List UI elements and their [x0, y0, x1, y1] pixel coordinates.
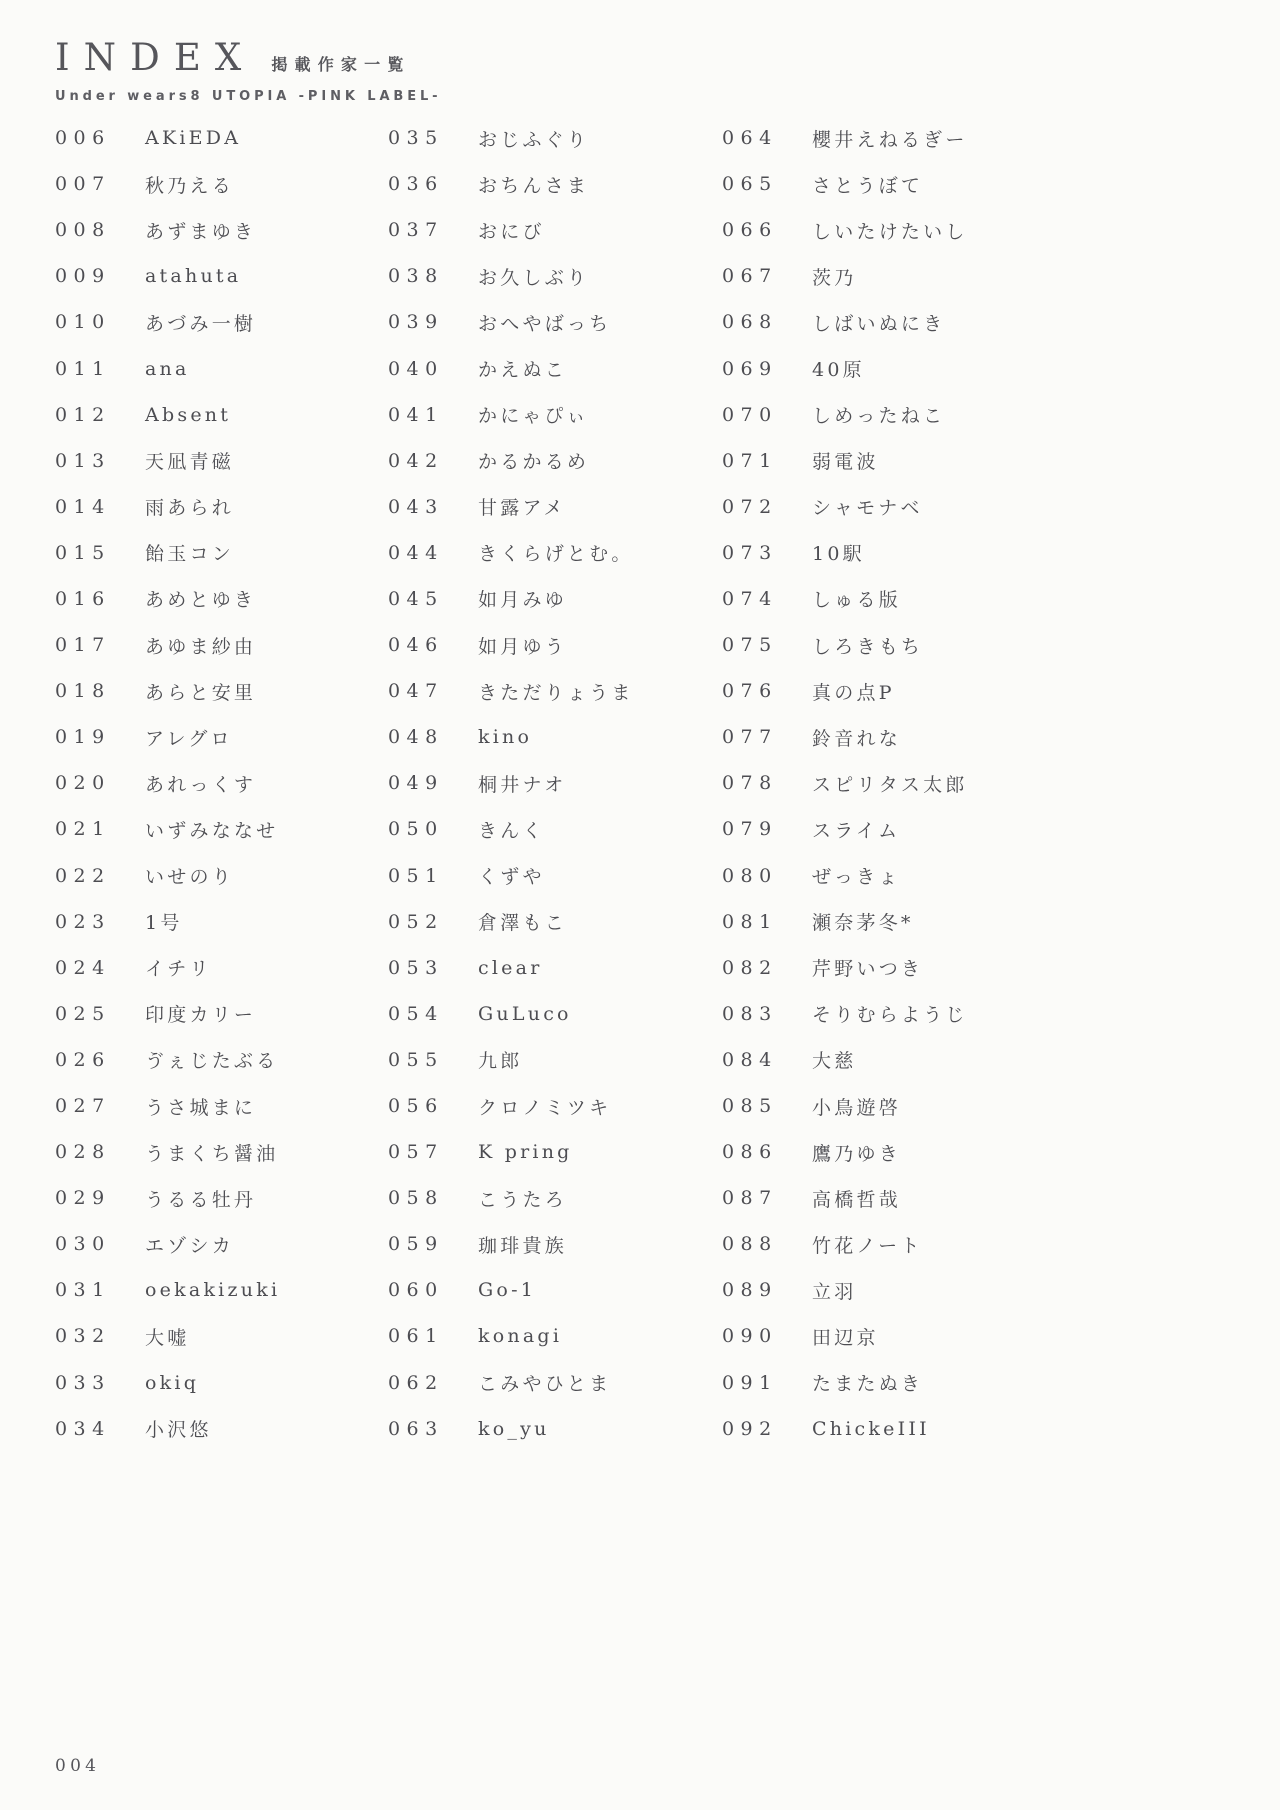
entry-artist-name: かにゃぴぃ	[478, 405, 589, 428]
entry-page-number: 011	[55, 357, 111, 380]
index-entry-row	[388, 991, 634, 1037]
entry-page-number: 007	[55, 173, 111, 196]
entry-page-number: 052	[388, 910, 444, 933]
index-entry-row	[722, 1360, 968, 1406]
index-entry-row	[55, 1267, 280, 1313]
entry-artist-name: 大慈	[812, 1050, 857, 1073]
entry-artist-name: きただりょうま	[478, 681, 634, 704]
index-entry-row	[55, 622, 280, 668]
header-title-line	[55, 36, 441, 79]
entry-artist-name: 甘露アメ	[478, 497, 566, 520]
entry-page-number: 092	[722, 1417, 778, 1440]
index-entry-row	[388, 299, 634, 345]
entry-artist-name: しろきもち	[812, 635, 924, 658]
entry-page-number: 051	[388, 864, 444, 887]
index-entry-row	[388, 668, 634, 714]
index-entry-row	[722, 115, 968, 161]
entry-page-number: 090	[722, 1325, 778, 1348]
entry-page-number: 070	[722, 403, 778, 426]
entry-artist-name: かえぬこ	[478, 359, 567, 382]
entry-page-number: 013	[55, 449, 111, 472]
entry-artist-name: 大嘘	[145, 1326, 190, 1349]
entry-artist-name: 珈琲貴族	[478, 1234, 567, 1257]
index-entry-row	[388, 1313, 634, 1359]
entry-artist-name: 弱電波	[812, 451, 879, 474]
entry-artist-name: おへやばっち	[478, 312, 612, 335]
entry-artist-name: あれっくす	[145, 773, 257, 796]
entry-artist-name: いずみななせ	[145, 819, 279, 842]
index-entry-row	[55, 115, 280, 161]
entry-artist-name: 鈴音れな	[812, 727, 901, 750]
index-entry-row	[55, 1313, 280, 1359]
entry-page-number: 060	[388, 1279, 444, 1302]
index-entry-row	[722, 1083, 968, 1129]
entry-artist-name: あめとゆき	[145, 589, 257, 612]
index-entry-row	[55, 1175, 280, 1221]
entry-artist-name: GuLuco	[478, 1002, 572, 1025]
index-entry-row	[388, 576, 634, 622]
index-entry-row	[388, 392, 634, 438]
index-entry-row	[722, 1221, 968, 1267]
index-entry-row	[388, 1037, 634, 1083]
index-entry-row	[722, 1406, 968, 1452]
entry-artist-name: しゅる版	[812, 589, 901, 612]
entry-page-number: 027	[55, 1095, 111, 1118]
entry-artist-name: konagi	[478, 1325, 563, 1348]
entry-page-number: 085	[722, 1095, 778, 1118]
index-entry-row	[722, 207, 968, 253]
entry-page-number: 045	[388, 587, 444, 610]
entry-artist-name: 立羽	[812, 1280, 857, 1303]
entry-artist-name: 秋乃える	[145, 174, 234, 197]
entry-page-number: 037	[388, 219, 444, 242]
entry-page-number: 082	[722, 956, 778, 979]
entry-page-number: 021	[55, 818, 111, 841]
index-entry-row	[722, 1037, 968, 1083]
book-subtitle: Under wears8 UTOPIA -PINK LABEL-	[55, 89, 442, 104]
entry-page-number: 049	[388, 772, 444, 795]
index-entry-row	[722, 899, 968, 945]
index-entry-row	[55, 1037, 280, 1083]
entry-page-number: 033	[55, 1371, 111, 1394]
index-entry-row	[388, 1267, 634, 1313]
entry-artist-name: おじふぐり	[478, 128, 590, 151]
entry-page-number: 044	[388, 541, 444, 564]
index-entry-row	[55, 438, 280, 484]
index-entry-row	[55, 530, 280, 576]
entry-artist-name: oekakizuki	[145, 1279, 281, 1302]
index-entry-row	[388, 161, 634, 207]
entry-artist-name: クロノミツキ	[478, 1096, 612, 1119]
entry-page-number: 086	[722, 1141, 778, 1164]
entry-page-number: 034	[55, 1417, 111, 1440]
index-entry-row	[55, 345, 280, 391]
entry-artist-name: あゆま紗由	[145, 635, 257, 658]
index-entry-row	[55, 1221, 280, 1267]
index-entry-row	[388, 1360, 634, 1406]
index-entry-row	[388, 899, 634, 945]
index-entry-row	[55, 853, 280, 899]
page-title-japanese: 掲載作家一覧	[271, 55, 411, 74]
entry-page-number: 028	[55, 1141, 111, 1164]
entry-page-number: 026	[55, 1048, 111, 1071]
entry-artist-name: clear	[478, 956, 543, 979]
entry-page-number: 053	[388, 956, 444, 979]
entry-page-number: 062	[388, 1371, 444, 1394]
entry-page-number: 029	[55, 1187, 111, 1210]
index-entry-row	[722, 530, 968, 576]
entry-artist-name: 如月みゆ	[478, 589, 567, 612]
entry-artist-name: かるかるめ	[478, 451, 590, 474]
entry-page-number: 018	[55, 680, 111, 703]
index-entry-row	[722, 991, 968, 1037]
entry-page-number: 064	[722, 127, 778, 150]
entry-page-number: 014	[55, 495, 111, 518]
entry-artist-name: こうたろ	[478, 1188, 567, 1211]
index-entry-row	[722, 576, 968, 622]
entry-page-number: 032	[55, 1325, 111, 1348]
entry-artist-name: うるる牡丹	[145, 1188, 257, 1211]
index-entry-row	[722, 1267, 968, 1313]
entry-artist-name: 九郎	[478, 1050, 523, 1073]
entry-page-number: 019	[55, 726, 111, 749]
entry-artist-name: 天凪青磁	[145, 451, 234, 474]
entry-page-number: 067	[722, 265, 778, 288]
entry-page-number: 068	[722, 311, 778, 334]
index-column-1	[55, 115, 280, 1452]
entry-page-number: 088	[722, 1233, 778, 1256]
index-entry-row	[388, 115, 634, 161]
entry-artist-name: Go-1	[478, 1279, 537, 1302]
index-entry-row	[55, 668, 280, 714]
entry-page-number: 073	[722, 541, 778, 564]
entry-page-number: 081	[722, 910, 778, 933]
entry-page-number: 055	[388, 1048, 444, 1071]
entry-page-number: 010	[55, 311, 111, 334]
entry-artist-name: 印度カリー	[145, 1004, 257, 1027]
entry-page-number: 080	[722, 864, 778, 887]
entry-page-number: 041	[388, 403, 444, 426]
entry-page-number: 039	[388, 311, 444, 334]
index-entry-row	[388, 853, 634, 899]
entry-page-number: 078	[722, 772, 778, 795]
entry-artist-name: AKiEDA	[145, 127, 242, 150]
entry-page-number: 077	[722, 726, 778, 749]
entry-artist-name: おにび	[478, 220, 545, 243]
entry-page-number: 008	[55, 219, 111, 242]
entry-page-number: 016	[55, 587, 111, 610]
index-entry-row	[722, 622, 968, 668]
entry-page-number: 069	[722, 357, 778, 380]
entry-page-number: 061	[388, 1325, 444, 1348]
entry-artist-name: 雨あられ	[145, 497, 234, 520]
entry-page-number: 024	[55, 956, 111, 979]
entry-page-number: 048	[388, 726, 444, 749]
index-entry-row	[722, 484, 968, 530]
index-entry-row	[55, 392, 280, 438]
entry-artist-name: kino	[478, 726, 533, 749]
index-entry-row	[55, 714, 280, 760]
entry-page-number: 047	[388, 680, 444, 703]
entry-artist-name: たまたぬき	[812, 1373, 924, 1396]
entry-page-number: 065	[722, 173, 778, 196]
index-entry-row	[722, 853, 968, 899]
entry-page-number: 043	[388, 495, 444, 518]
entry-artist-name: 真の点P	[812, 681, 895, 704]
index-entry-row	[722, 714, 968, 760]
entry-page-number: 020	[55, 772, 111, 795]
entry-artist-name: スライム	[812, 819, 901, 842]
entry-artist-name: 瀬奈茅冬*	[812, 912, 914, 935]
index-entry-row	[388, 1221, 634, 1267]
entry-artist-name: あづみ一樹	[145, 312, 257, 335]
entry-page-number: 084	[722, 1048, 778, 1071]
entry-page-number: 025	[55, 1002, 111, 1025]
entry-page-number: 087	[722, 1187, 778, 1210]
entry-artist-name: 飴玉コン	[145, 543, 234, 566]
entry-artist-name: スピリタス太郎	[812, 773, 968, 796]
entry-artist-name: 鷹乃ゆき	[812, 1142, 901, 1165]
entry-artist-name: うまくち醤油	[145, 1142, 279, 1165]
entry-artist-name: こみやひとま	[478, 1373, 612, 1396]
index-entry-row	[55, 576, 280, 622]
index-entry-row	[55, 899, 280, 945]
index-entry-row	[388, 530, 634, 576]
entry-artist-name: 竹花ノート	[812, 1234, 923, 1257]
index-entry-row	[722, 1129, 968, 1175]
index-entry-row	[722, 760, 968, 806]
entry-page-number: 079	[722, 818, 778, 841]
entry-page-number: 091	[722, 1371, 778, 1394]
entry-artist-name: 1号	[145, 912, 183, 935]
entry-artist-name: 櫻井えねるぎー	[812, 128, 968, 151]
entry-artist-name: おちんさま	[478, 174, 590, 197]
index-entry-row	[388, 1175, 634, 1221]
index-entry-row	[388, 806, 634, 852]
index-entry-row	[55, 161, 280, 207]
entry-artist-name: さとうぼて	[812, 174, 924, 197]
index-entry-row	[722, 392, 968, 438]
entry-page-number: 074	[722, 587, 778, 610]
entry-page-number: 012	[55, 403, 111, 426]
index-entry-row	[722, 253, 968, 299]
entry-page-number: 046	[388, 634, 444, 657]
page-header	[55, 36, 441, 104]
index-entry-row	[55, 991, 280, 1037]
entry-artist-name: K pring	[478, 1141, 573, 1164]
entry-page-number: 071	[722, 449, 778, 472]
entry-artist-name: きんく	[478, 819, 545, 842]
index-entry-row	[55, 253, 280, 299]
entry-artist-name: 芹野いつき	[812, 958, 924, 981]
entry-page-number: 083	[722, 1002, 778, 1025]
entry-artist-name: あらと安里	[145, 681, 257, 704]
entry-artist-name: そりむらようじ	[812, 1004, 968, 1027]
entry-artist-name: ko_yu	[478, 1417, 550, 1440]
index-entry-row	[388, 207, 634, 253]
entry-page-number: 089	[722, 1279, 778, 1302]
entry-artist-name: ana	[145, 357, 190, 380]
entry-page-number: 042	[388, 449, 444, 472]
index-entry-row	[722, 345, 968, 391]
folio-page-number: 004	[55, 1756, 101, 1776]
entry-artist-name: しめったねこ	[812, 405, 946, 428]
entry-page-number: 059	[388, 1233, 444, 1256]
index-entry-row	[388, 253, 634, 299]
entry-page-number: 022	[55, 864, 111, 887]
index-column-3	[722, 115, 968, 1452]
index-entry-row	[388, 1406, 634, 1452]
index-entry-row	[55, 760, 280, 806]
entry-page-number: 066	[722, 219, 778, 242]
index-entry-row	[388, 760, 634, 806]
entry-artist-name: Absent	[145, 403, 232, 426]
entry-page-number: 038	[388, 265, 444, 288]
entry-page-number: 058	[388, 1187, 444, 1210]
index-entry-row	[722, 945, 968, 991]
index-entry-row	[55, 484, 280, 530]
page-title: INDEX	[55, 36, 256, 79]
entry-page-number: 054	[388, 1002, 444, 1025]
entry-page-number: 030	[55, 1233, 111, 1256]
entry-page-number: 031	[55, 1279, 111, 1302]
entry-artist-name: イチリ	[145, 958, 212, 981]
index-entry-row	[55, 1083, 280, 1129]
index-entry-row	[388, 622, 634, 668]
index-entry-row	[55, 806, 280, 852]
entry-page-number: 056	[388, 1095, 444, 1118]
index-entry-row	[55, 299, 280, 345]
entry-page-number: 050	[388, 818, 444, 841]
index-entry-row	[388, 945, 634, 991]
index-entry-row	[722, 1313, 968, 1359]
entry-artist-name: お久しぶり	[478, 266, 590, 289]
entry-artist-name: くずや	[478, 866, 545, 889]
entry-artist-name: エゾシカ	[145, 1234, 234, 1257]
index-entry-row	[388, 1129, 634, 1175]
entry-page-number: 009	[55, 265, 111, 288]
entry-page-number: 072	[722, 495, 778, 518]
index-entry-row	[722, 806, 968, 852]
index-entry-row	[722, 161, 968, 207]
index-entry-row	[388, 714, 634, 760]
index-entry-row	[722, 438, 968, 484]
entry-artist-name: 10駅	[812, 543, 865, 566]
entry-artist-name: ぜっきょ	[812, 866, 901, 889]
index-entry-row	[55, 945, 280, 991]
entry-page-number: 023	[55, 910, 111, 933]
entry-artist-name: 高橋哲哉	[812, 1188, 901, 1211]
entry-artist-name: うさ城まに	[145, 1096, 257, 1119]
entry-artist-name: 倉澤もこ	[478, 912, 567, 935]
entry-page-number: 035	[388, 127, 444, 150]
entry-artist-name: きくらげとむ。	[478, 543, 634, 566]
entry-page-number: 036	[388, 173, 444, 196]
entry-artist-name: 小鳥遊啓	[812, 1096, 901, 1119]
index-entry-row	[722, 1175, 968, 1221]
entry-artist-name: 桐井ナオ	[478, 773, 567, 796]
entry-artist-name: あずまゆき	[145, 220, 257, 243]
entry-artist-name: 40原	[812, 359, 865, 382]
entry-artist-name: しいたけたいし	[812, 220, 968, 243]
entry-page-number: 006	[55, 127, 111, 150]
index-entry-row	[388, 1083, 634, 1129]
index-entry-row	[388, 345, 634, 391]
index-column-2	[388, 115, 634, 1452]
entry-artist-name: シャモナベ	[812, 497, 923, 520]
entry-artist-name: ゔぇじたぶる	[145, 1050, 279, 1073]
index-entry-row	[55, 1360, 280, 1406]
index-entry-row	[55, 1406, 280, 1452]
entry-artist-name: ChickeIII	[812, 1417, 930, 1440]
index-entry-row	[55, 207, 280, 253]
entry-page-number: 075	[722, 634, 778, 657]
entry-artist-name: 田辺京	[812, 1326, 879, 1349]
entry-artist-name: 茨乃	[812, 266, 857, 289]
entry-artist-name: いせのり	[145, 866, 234, 889]
entry-page-number: 063	[388, 1417, 444, 1440]
index-entry-row	[722, 299, 968, 345]
entry-artist-name: しばいぬにき	[812, 312, 946, 335]
entry-page-number: 040	[388, 357, 444, 380]
entry-page-number: 076	[722, 680, 778, 703]
entry-page-number: 015	[55, 541, 111, 564]
entry-artist-name: アレグロ	[145, 727, 233, 750]
entry-artist-name: 小沢悠	[145, 1419, 212, 1442]
index-entry-row	[388, 438, 634, 484]
entry-page-number: 017	[55, 634, 111, 657]
index-entry-row	[55, 1129, 280, 1175]
entry-artist-name: atahuta	[145, 265, 242, 288]
entry-artist-name: 如月ゆう	[478, 635, 567, 658]
index-entry-row	[388, 484, 634, 530]
entry-artist-name: okiq	[145, 1371, 200, 1394]
index-entry-row	[722, 668, 968, 714]
entry-page-number: 057	[388, 1141, 444, 1164]
